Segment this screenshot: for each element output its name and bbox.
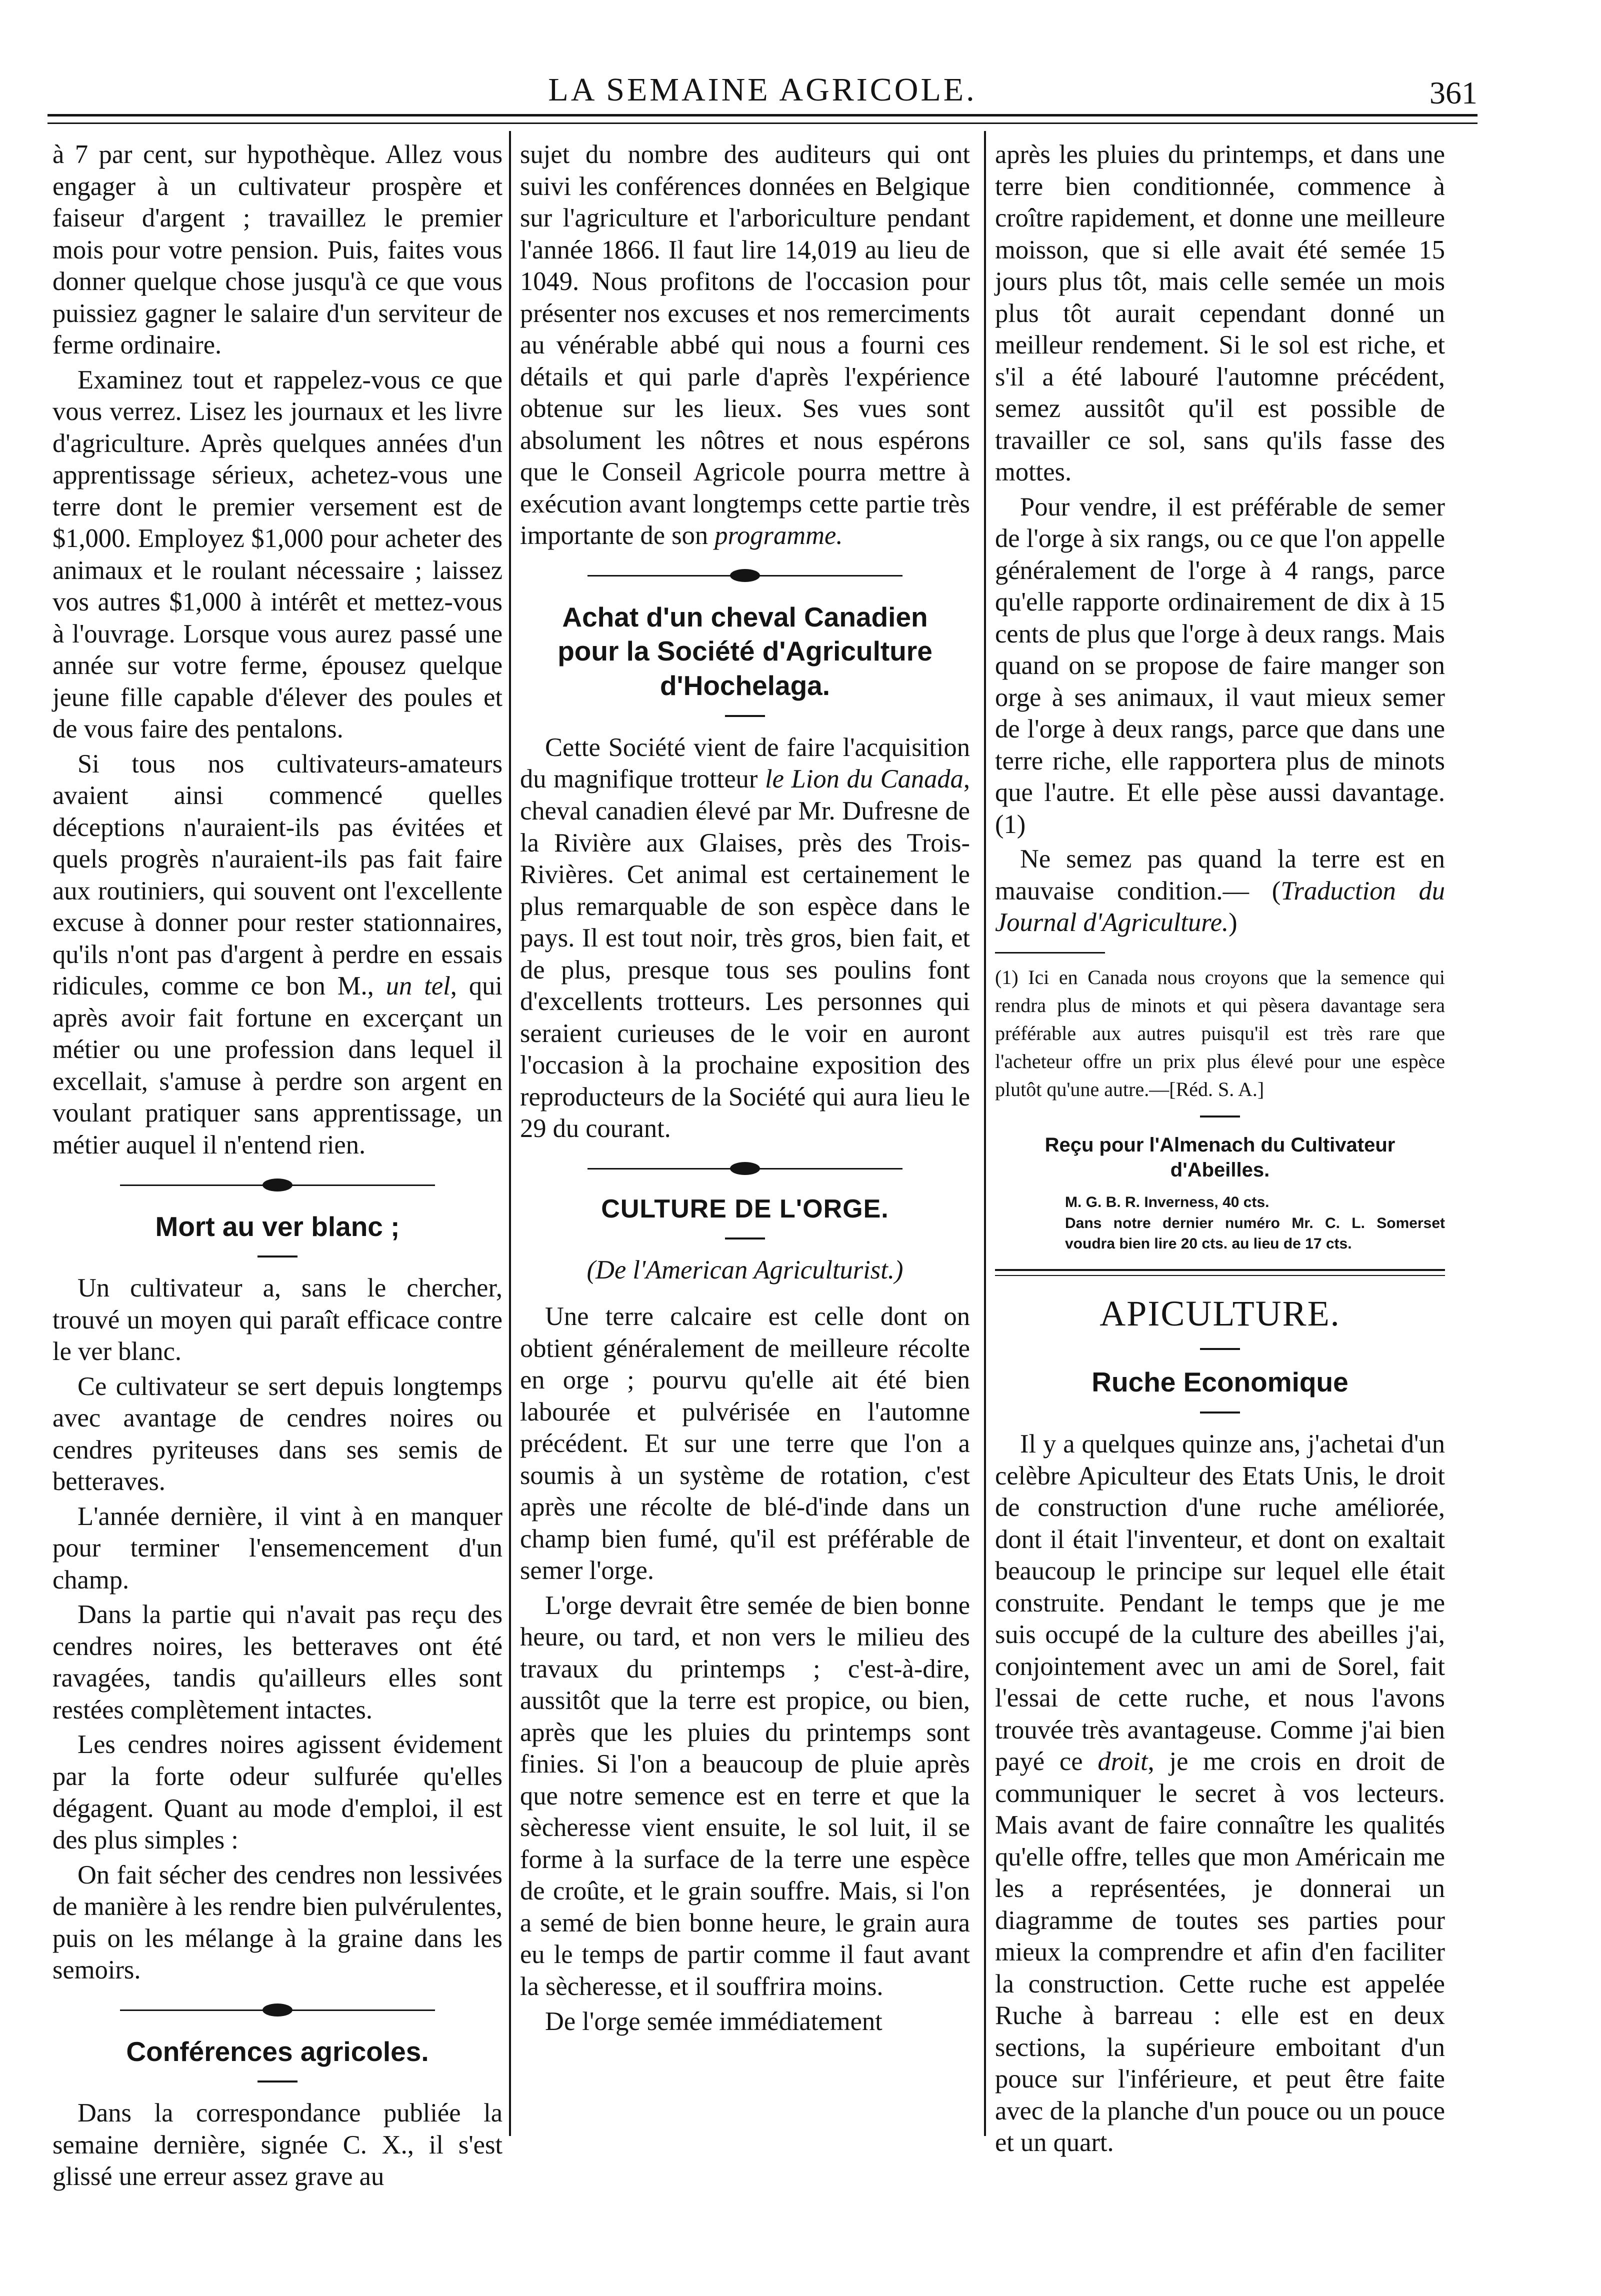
short-rule	[725, 1238, 765, 1240]
section-heading: APICULTURE.	[1100, 1294, 1340, 1334]
paragraph: Cette Société vient de faire l'acquisition du magnifique trotteur le Lion du Canada, cheval canadien élevé par Mr. Dufresne de la Rivière aux Glaises, près des Trois-Rivières. Cet animal est certainement le plus remarquable de son espèce dans le pays. Il est tout noir, très gros, bien fait, et de plus, presque tous ses poulins font d'excellents trotteurs. Les personnes qui seraient curieuses de le voir en auront l'occasion à la prochaine exposition des reproducteurs de la Société qui aura lieu le 29 du courant.	[520, 732, 970, 1144]
paragraph: à 7 par cent, sur hypothèque. Allez vous engager à un cultivateur prospère et faiseur d'argent ; travaillez le premier mois pour votre pension. Puis, faites vous donner quelque chose jusqu'à ce que vous puissiez gagner le salaire d'un serviteur de ferme ordinaire.	[52, 140, 502, 360]
paragraph: Les cendres noires agissent évidement par la forte odeur sulfurée qu'elles dégagent. Quant au mode d'emploi, il est des plus simples :	[52, 1730, 502, 1855]
section-heading: Mort au ver blanc ;	[155, 1210, 400, 1242]
paragraph: Examinez tout et rappelez-vous ce que vous verrez. Lisez les journaux et les livre d'agriculture. Après quelques années d'un apprentissage sérieux, achetez-vous une terre dont le premier versement est de $1,000. Employez $1,000 pour acheter des animaux et le roulant nécessaire ; laissez vos autres $1,000 à intérêt et mettez-vous à l'ouvrage. Lorsque vous aurez passé une année sur votre ferme, épousez quelque jeune fille capable d'élever des poules et de vous faire des pentalons.	[52, 365, 502, 744]
paragraph: Dans la correspondance publiée la semaine dernière, signée C. X., il s'est glissé une erreur assez grave au	[52, 2098, 502, 2192]
header-rule	[48, 114, 1478, 116]
footnote: (1) Ici en Canada nous croyons que la semence qui rendra plus de minots et qui pèsera davantage sera préférable aux autres puisqu'il est très rare que l'acheteur offre un prix plus élevé pour une espèce plutôt qu'une autre.—[Réd. S. A.]	[995, 966, 1445, 1100]
section-heading: Ruche Economique	[1092, 1366, 1348, 1398]
section-heading: CULTURE DE L'ORGE.	[601, 1194, 889, 1224]
paragraph: L'année dernière, il vint à en manquer pour terminer l'ensemencement d'un champ.	[52, 1502, 502, 1594]
short-rule	[258, 2080, 298, 2082]
short-rule	[725, 715, 765, 717]
paragraph: Pour vendre, il est préférable de semer de l'orge à six rangs, ou ce que l'on appelle généralement de l'orge à 4 rangs, parce qu'elle rapporte ordinairement de dix à 15 cents de plus que l'orge à deux rangs. Mais quand on se propose de faire manger son orge à ses animaux, il vaut mieux semer de l'orge à deux rangs, parce que dans une terre riche, elle rapportera plus de minots que l'autre. Et elle pèse aussi davantage. (1)	[995, 492, 1445, 839]
page-header	[48, 70, 1478, 110]
column-divider	[984, 131, 986, 2136]
paragraph: Dans la partie qui n'avait pas reçu des cendres noires, les betteraves ont été ravagées, tandis qu'ailleurs elles sont restées complètement intactes.	[52, 1600, 502, 1724]
ornament-divider	[520, 1160, 970, 1178]
page-number: 361	[1430, 75, 1478, 110]
section-heading: Conférences agricoles.	[126, 2036, 429, 2067]
ornament-divider	[520, 567, 970, 585]
section-heading: Reçu pour l'Almenach du Cultivateur d'Abeilles.	[1044, 1134, 1396, 1181]
paragraph: De l'orge semée immédiatement	[545, 2006, 882, 2036]
paragraph: Un cultivateur a, sans le chercher, trouvé un moyen qui paraît efficace contre le ver blanc.	[52, 1274, 502, 1366]
short-rule	[1200, 1412, 1240, 1414]
short-rule	[1200, 1348, 1240, 1350]
paragraph: Ne semez pas quand la terre est en mauvaise condition.— (Traduction du Journal d'Agriculture.)	[995, 844, 1445, 938]
paragraph: Ce cultivateur se sert depuis longtemps avec avantage de cendres noires ou cendres pyriteuses dans ses semis de betteraves.	[52, 1372, 502, 1496]
paragraph: Il y a quelques quinze ans, j'achetai d'un celèbre Apiculteur des Etats Unis, le droit de construction d'une ruche améliorée, dont il était l'inventeur, et dont on exaltait beaucoup le principe sur lequel elle était construite. Pendant le temps que je me suis occupé de la culture des abeilles j'ai, conjointement avec un ami de Sorel, fait l'essai de cette ruche, et nous l'avons trouvée très avantageuse. Comme j'ai bien payé ce droit, je me crois en droit de communiquer le secret à vos lecteurs. Mais avant de faire connaître les qualités qu'elle offre, telles que mon Américain me les a représentées, je donnerai un diagramme de toutes ses parties pour mieux la comprendre et afin d'en faciliter la construction. Cette ruche est appelée Ruche à barreau : elle est en deux sections, la supérieure emboitant d'un pouce sur l'inférieure, et peut être faite avec de la planche d'un pouce ou un pouce et un quart.	[995, 1430, 1446, 2158]
heavy-divider	[995, 1269, 1445, 1276]
column-1	[52, 139, 502, 2196]
receipt-line: Dans notre dernier numéro Mr. C. L. Somerset voudra bien lire 20 cts. au lieu de 17 cts.	[1065, 1215, 1445, 1252]
column-3	[995, 139, 1445, 2162]
receipt-list	[995, 1192, 1445, 1254]
paragraph: On fait sécher des cendres non lessivées de manière à les rendre bien pulvérulentes, puis on les mélange à la graine dans les semoirs.	[52, 1860, 502, 1985]
paragraph: Si tous nos cultivateurs-amateurs avaient ainsi commencé quelles déceptions n'auraient-ils pas évitées et quels progrès n'auraient-ils pas fait faire aux routiniers, qui souvent ont l'excellente excuse à donner pour rester stationnaires, qu'ils n'ont pas d'argent à perdre en essais ridicules, comme ce bon M., un tel, qui après avoir fait fortune en excerçant un métier ou une profession dans lequel il excellait, s'amuse à perdre son argent en voulant pratiquer sans apprentissage, un métier auquel il n'entend rien.	[52, 749, 503, 1160]
receipt-line: M. G. B. R. Inverness, 40 cts.	[1065, 1194, 1270, 1210]
footnote-rule	[995, 952, 1105, 954]
source-note: (De l'American Agriculturist.)	[586, 1255, 904, 1284]
masthead-title: LA SEMAINE AGRICOLE.	[548, 72, 977, 108]
section-heading: Achat d'un cheval Canadien pour la Société d'Agriculture d'Hochelaga.	[558, 601, 932, 702]
paragraph: après les pluies du printemps, et dans une terre bien conditionnée, commence à croître rapidement, et donne une meilleure moisson, que si elle avait été semée 15 jours plus tôt, mais celle semée un mois plus tôt aurait cependant donné un meilleur rendement. Si le sol est riche, et s'il a été labouré l'automne précédent, semez aussitôt qu'il est possible de travailler ce sol, sans qu'ils fasse des mottes.	[995, 140, 1445, 487]
paragraph: Une terre calcaire est celle dont on obtient généralement de meilleure récolte en orge ; pourvu qu'elle ait été bien labourée et pulvérisée en l'automne précédent. Et sur une terre que l'on a soumis à un système de rotation, c'est après une récolte de blé-d'inde dans un champ bien fumé, qu'il est préférable de semer l'orge.	[520, 1302, 970, 1586]
short-rule	[1200, 1116, 1240, 1118]
ornament-divider	[52, 2002, 502, 2020]
short-rule	[258, 1256, 298, 1258]
ornament-divider	[52, 1176, 502, 1194]
header-rule-thin	[48, 122, 1478, 124]
column-divider	[509, 131, 511, 2136]
column-2	[520, 139, 970, 2040]
paragraph: L'orge devrait être semée de bien bonne heure, ou tard, et non vers le milieu des travaux du printemps ; c'est-à-dire, aussitôt que la terre est propice, ou bien, après que les pluies du printemps sont finies. Si l'on a beaucoup de pluie après que notre semence est en terre et que la sècheresse vient ensuite, le sol luit, il se forme à la surface de la terre une espèce de croûte, et le grain souffre. Mais, si l'on a semé de bien bonne heure, le grain aura eu le temps de partir comme il faut avant la sècheresse, et il souffrira moins.	[520, 1590, 970, 2001]
paragraph: sujet du nombre des auditeurs qui ont suivi les conférences données en Belgique sur l'agriculture et l'arboriculture pendant l'année 1866. Il faut lire 14,019 au lieu de 1049. Nous profitons de l'occasion pour présenter nos excuses et nos remerciments au vénérable abbé qui nous a fourni ces détails et qui parle d'après l'expérience obtenue sur les lieux. Ses vues sont absolument les nôtres et nous espérons que le Conseil Agricole pourra mettre à exécution avant longtemps cette partie très importante de son programme.	[520, 140, 970, 550]
